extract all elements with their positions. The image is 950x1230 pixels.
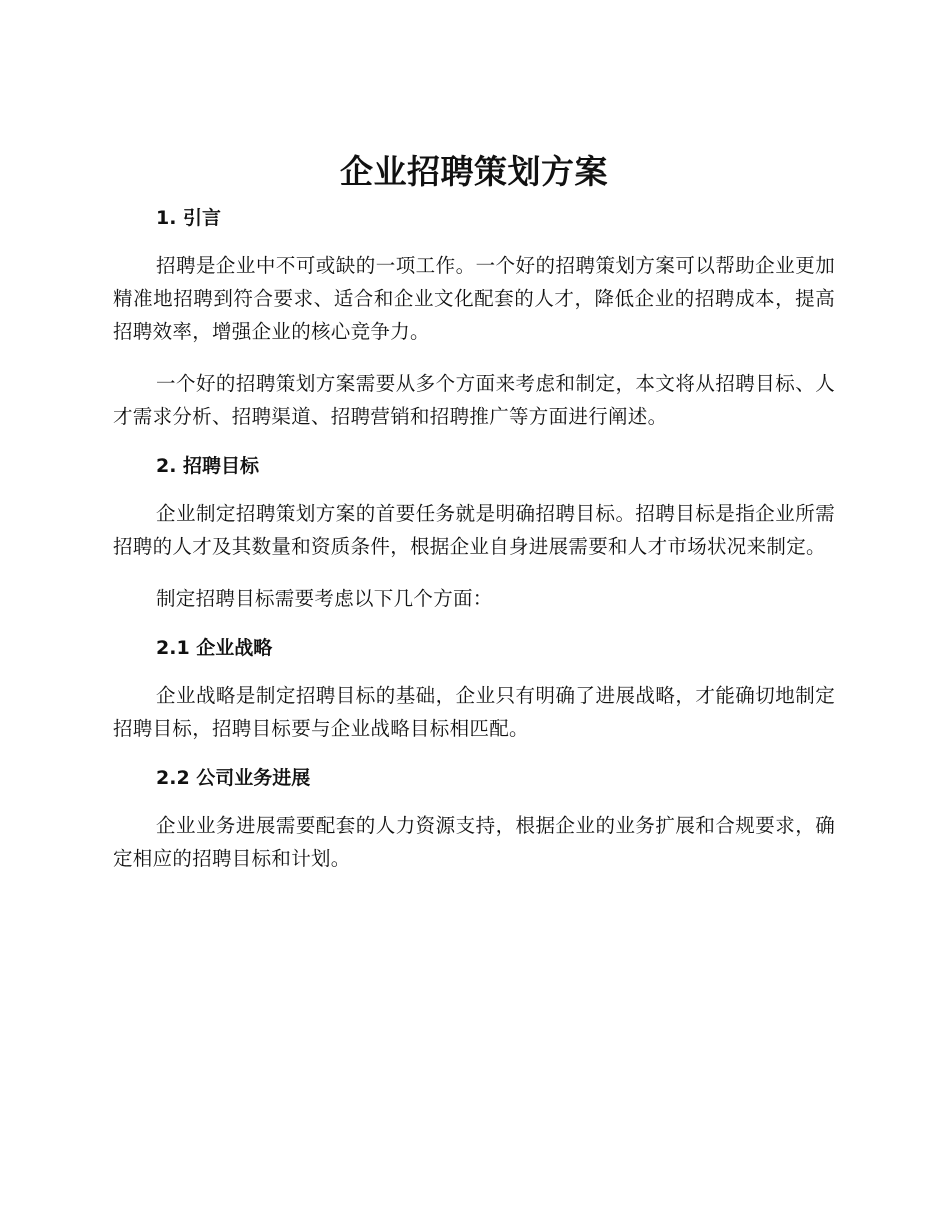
- paragraph: 企业战略是制定招聘目标的基础，企业只有明确了进展战略，才能确切地制定招聘目标，招聘目标要与企业战略目标相匹配。: [113, 684, 835, 740]
- section-corporate-strategy: [113, 634, 835, 745]
- document-page: [113, 148, 835, 894]
- document-title: 企业招聘策划方案: [340, 152, 608, 191]
- paragraph: 制定招聘目标需要考虑以下几个方面：: [156, 587, 493, 610]
- section-business-progress: [113, 764, 835, 875]
- section-recruitment-goals: [113, 452, 835, 615]
- section-heading: 2.1 企业战略: [156, 637, 273, 659]
- section-heading: 2.2 公司业务进展: [156, 767, 311, 789]
- paragraph: 企业制定招聘策划方案的首要任务就是明确招聘目标。招聘目标是指企业所需招聘的人才及其数量和资质条件，根据企业自身进展需要和人才市场状况来制定。: [113, 502, 835, 558]
- section-heading: 2. 招聘目标: [156, 455, 260, 477]
- paragraph: 一个好的招聘策划方案需要从多个方面来考虑和制定，本文将从招聘目标、人才需求分析、招聘渠道、招聘营销和招聘推广等方面进行阐述。: [113, 372, 835, 428]
- section-heading: 1. 引言: [156, 207, 222, 229]
- paragraph: 企业业务进展需要配套的人力资源支持，根据企业的业务扩展和合规要求，确定相应的招聘目标和计划。: [113, 814, 835, 870]
- paragraph: 招聘是企业中不可或缺的一项工作。一个好的招聘策划方案可以帮助企业更加精准地招聘到符合要求、适合和企业文化配套的人才，降低企业的招聘成本，提高招聘效率，增强企业的核心竞争力。: [113, 254, 835, 343]
- section-introduction: [113, 204, 835, 433]
